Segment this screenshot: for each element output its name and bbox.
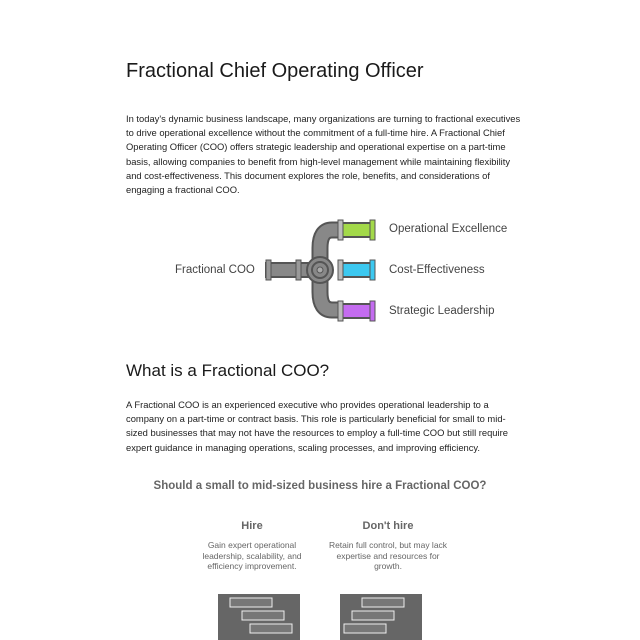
option-title: Don't hire [362, 520, 414, 532]
intro-paragraph: In today's dynamic business landscape, many organizations are turning to fractional executives to drive operational excellence without the commitment of a full-time hire. A Fractional Chief Operating Officer (COO) offers strategic leadership and operational expertise on a part-time basis, allowing companies to benefit from high-level management while maintaining flexibility and cost-effectiveness. This document explores the role, benefits, and considerations of engaging a fractional COO. [126, 113, 521, 196]
pipe-source-label: Fractional COO [175, 264, 255, 276]
output-label: Cost-Effectiveness [389, 264, 485, 276]
decision-question: Should a small to mid-sized business hire a Fractional COO? [153, 480, 487, 492]
pipe-output-1 [340, 223, 374, 237]
section-paragraph: A Fractional COO is an experienced executive who provides operational leadership to a company on a part-time or contract basis. This role is particularly beneficial for small to mid-sized businesses that may not have the resources to employ a full-time COO but still require expert guidance in managing operations, scaling processes, and improving efficiency. [126, 399, 508, 453]
option-description: Retain full control, but may lack expertise and resources for growth. [328, 540, 448, 571]
option-hire [192, 520, 312, 572]
option-dont-hire [328, 520, 448, 572]
option-title: Hire [241, 520, 263, 532]
stairs-down-icon [340, 594, 422, 640]
option-description: Gain expert operational leadership, scalability, and efficiency improvement. [202, 540, 302, 571]
output-label: Strategic Leadership [389, 305, 495, 317]
section-heading: What is a Fractional COO? [126, 361, 330, 380]
pipe-output-2 [340, 263, 374, 277]
pipe-output-3 [340, 304, 374, 318]
stairs-up-icon [218, 594, 300, 640]
pipe-diagram [262, 218, 382, 322]
page-title: Fractional Chief Operating Officer [126, 60, 424, 82]
output-label: Operational Excellence [389, 223, 508, 235]
